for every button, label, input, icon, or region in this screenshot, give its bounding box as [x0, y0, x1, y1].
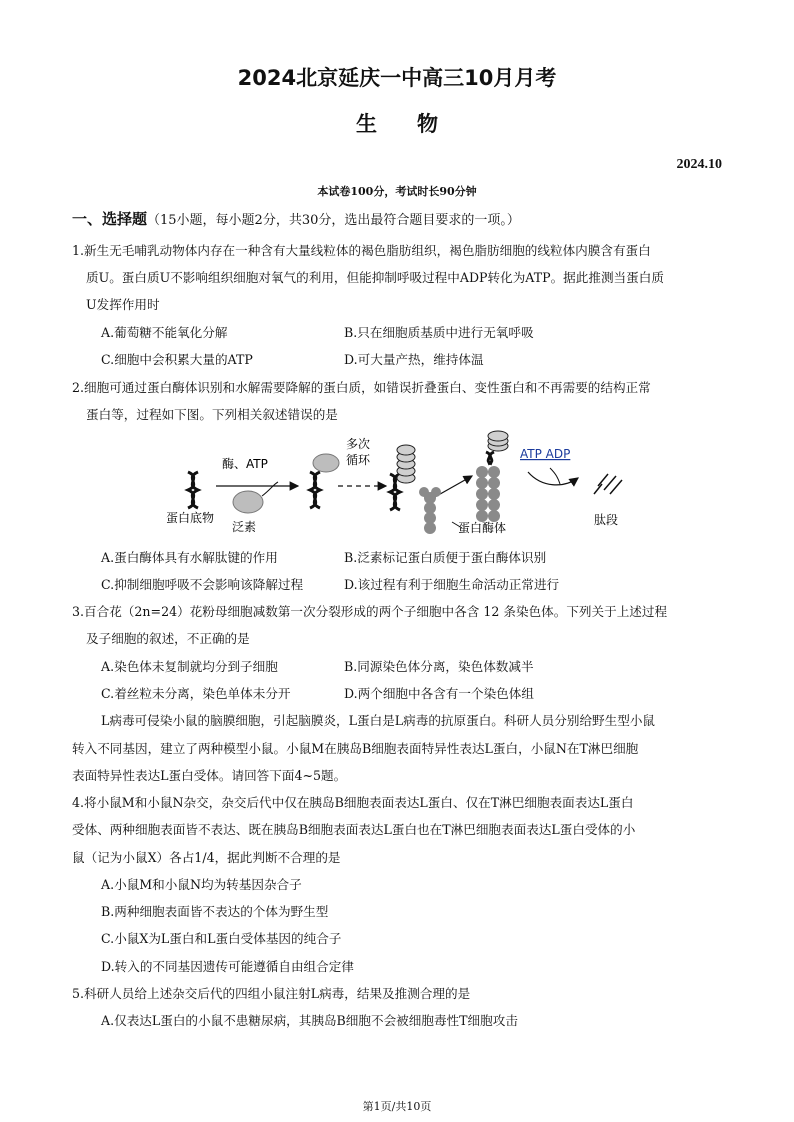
- proteasome-small-icon: [419, 487, 441, 534]
- label-enzyme-atp: 酶、ATP: [222, 457, 268, 471]
- q1-stem-line2: 质U。蛋白质U不影响组织细胞对氧气的利用，但能抑制呼吸过程中ADP转化为ATP。据此推测当蛋白质: [86, 270, 664, 285]
- q4-option-c: C.小鼠X为L蛋白和L蛋白受体基因的纯合子: [101, 931, 342, 946]
- q5-stem-line1: 5.科研人员给上述杂交后代的四组小鼠注射L病毒，结果及推测合理的是: [72, 986, 471, 1001]
- label-substrate: 蛋白底物: [166, 511, 215, 525]
- page-title: 2024北京延庆一中高三10月月考: [237, 66, 557, 90]
- section-title: 一、选择题: [72, 210, 148, 228]
- substrate-protein-icon: [188, 472, 198, 508]
- section-heading: [72, 208, 520, 229]
- label-peptides: 肽段: [594, 513, 619, 527]
- subject-title: 生物: [356, 112, 478, 136]
- q4-stem-line1: 4.将小鼠M和小鼠N杂交，杂交后代中仅在胰岛B细胞表面表达L蛋白、仅在T淋巴细胞表面表达L蛋白: [72, 795, 634, 810]
- polyubiquitin-protein-icon: [390, 445, 415, 510]
- q1-option-a: A.葡萄糖不能氧化分解: [101, 325, 228, 340]
- label-proteasome: 蛋白酶体: [458, 521, 507, 535]
- q2-option-d: D.该过程有利于细胞生命活动正常进行: [344, 577, 560, 592]
- q3-option-a: A.染色体未复制就均分到子细胞: [101, 659, 278, 674]
- label-cycles-1: 多次: [346, 437, 371, 451]
- passage-line2: 转入不同基因，建立了两种模型小鼠。小鼠M在胰岛B细胞表面特异性表达L蛋白，小鼠N在T淋巴细胞: [72, 741, 639, 756]
- tagged-protein-icon: [310, 454, 339, 508]
- q5-option-a: A.仅表达L蛋白的小鼠不患糖尿病，其胰岛B细胞不会被细胞毒性T细胞攻击: [101, 1013, 518, 1028]
- peptide-fragments-icon: [594, 474, 622, 494]
- label-atp-adp: ATP ADP: [520, 447, 571, 461]
- atp-curve: [550, 468, 560, 484]
- q2-option-b: B.泛素标记蛋白质便于蛋白酶体识别: [344, 550, 547, 565]
- passage-line1: L病毒可侵染小鼠的脑膜细胞，引起脑膜炎，L蛋白是L病毒的抗原蛋白。科研人员分别给野生型小鼠: [101, 713, 656, 728]
- q3-option-c: C.着丝粒未分离，染色单体未分开: [101, 686, 291, 701]
- page-footer: 第1页/共10页: [362, 1100, 432, 1113]
- q2-option-a: A.蛋白酶体具有水解肽键的作用: [101, 550, 278, 565]
- q4-option-b: B.两种细胞表面皆不表达的个体为野生型: [101, 904, 329, 919]
- label-ubiquitin: 泛素: [232, 520, 257, 534]
- q1-stem-line1: 1.新生无毛哺乳动物体内存在一种含有大量线粒体的褐色脂肪组织，褐色脂肪细胞的线粒体内膜含有蛋白: [72, 243, 651, 258]
- exam-date: 2024.10: [676, 157, 722, 172]
- q4-stem-line2: 受体、两种细胞表面皆不表达、既在胰岛B细胞表面表达L蛋白也在T淋巴细胞表面表达L蛋白受体的小: [72, 822, 636, 837]
- q4-option-d: D.转入的不同基因遗传可能遵循自由组合定律: [101, 959, 354, 974]
- q2-stem-line2: 蛋白等，过程如下图。下列相关叙述错误的是: [86, 407, 338, 422]
- q1-option-d: D.可大量产热，维持体温: [344, 352, 484, 367]
- q4-stem-line3: 鼠（记为小鼠X）各占1/4，据此判断不合理的是: [72, 850, 341, 865]
- q3-option-b: B.同源染色体分离，染色体数减半: [344, 659, 534, 674]
- q3-option-d: D.两个细胞中各含有一个染色体组: [344, 686, 534, 701]
- proteasome-icon: [476, 431, 508, 522]
- arrow-hydrolysis: [528, 472, 578, 485]
- q2-stem-line1: 2.细胞可通过蛋白酶体识别和水解需要降解的蛋白质，如错误折叠蛋白、变性蛋白和不再需要的结构正常: [72, 380, 651, 395]
- q1-option-b: B.只在细胞质基质中进行无氧呼吸: [344, 325, 534, 340]
- q3-stem-line1: 3.百合花（2n=24）花粉母细胞减数第一次分裂形成的两个子细胞中各含 12 条染色体。下列关于上述过程: [72, 604, 668, 619]
- q2-option-c: C.抑制细胞呼吸不会影响该降解过程: [101, 577, 304, 592]
- ubiquitin-pointer: [262, 482, 278, 496]
- label-cycles-2: 循环: [346, 453, 371, 467]
- passage-line3: 表面特异性表达L蛋白受体。请回答下面4~5题。: [72, 768, 347, 783]
- q4-option-a: A.小鼠M和小鼠N均为转基因杂合子: [101, 877, 302, 892]
- proteasome-figure: [150, 430, 650, 542]
- q3-stem-line2: 及子细胞的叙述，不正确的是: [86, 631, 250, 646]
- ubiquitin-icon: [233, 491, 263, 513]
- exam-note: 本试卷100分，考试时长90分钟: [317, 185, 477, 198]
- section-instruction: （15小题，每小题2分，共30分，选出最符合题目要求的一项。）: [147, 213, 520, 228]
- q1-option-c: C.细胞中会积累大量的ATP: [101, 352, 253, 367]
- q1-stem-line3: U发挥作用时: [86, 297, 160, 312]
